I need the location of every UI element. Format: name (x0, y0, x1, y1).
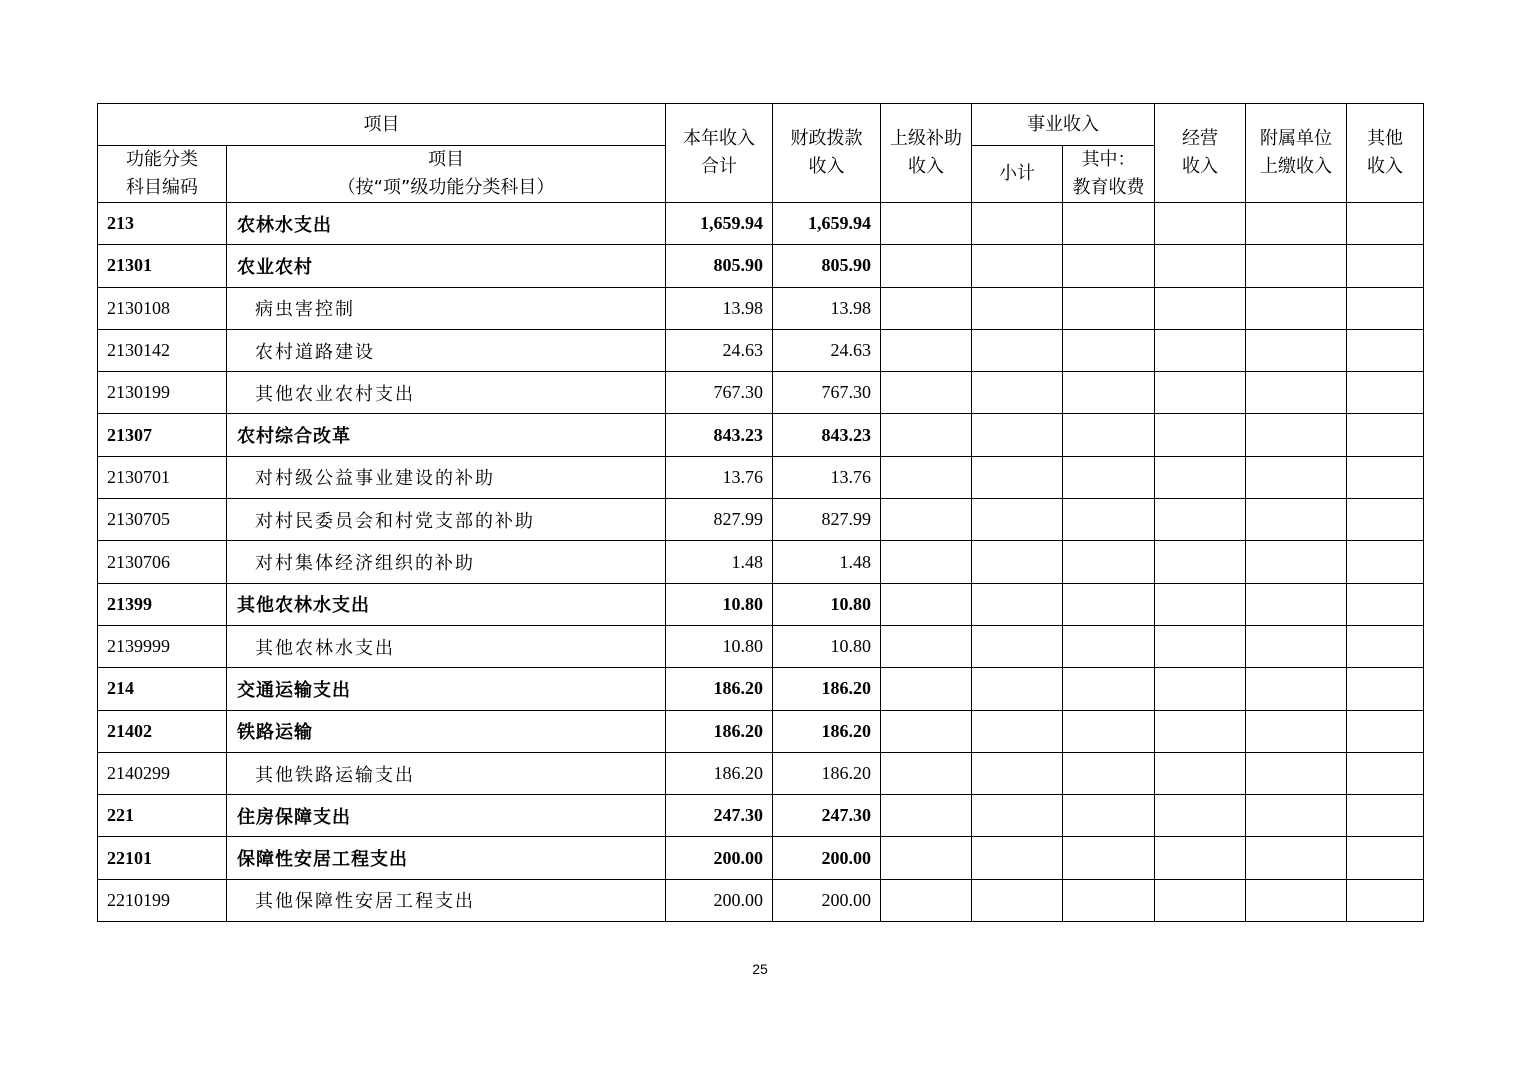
operating-income-cell (1155, 752, 1246, 794)
function-code-cell: 2130701 (98, 456, 227, 498)
total-income-cell: 13.76 (666, 456, 773, 498)
affiliated-income-cell (1246, 879, 1347, 921)
affiliated-income-cell (1246, 203, 1347, 245)
superior-subsidy-cell (881, 541, 972, 583)
other-income-cell (1347, 245, 1424, 287)
total-income-cell: 186.20 (666, 710, 773, 752)
affiliated-income-cell (1246, 837, 1347, 879)
fiscal-appropriation-cell: 827.99 (773, 499, 881, 541)
fiscal-appropriation-cell: 24.63 (773, 329, 881, 371)
total-income-cell: 843.23 (666, 414, 773, 456)
operating-income-cell (1155, 329, 1246, 371)
item-name-cell: 对村民委员会和村党支部的补助 (227, 499, 666, 541)
operating-income-cell (1155, 879, 1246, 921)
function-code-cell: 2130142 (98, 329, 227, 371)
superior-subsidy-cell (881, 245, 972, 287)
fiscal-appropriation-cell: 767.30 (773, 372, 881, 414)
table-row (98, 625, 1424, 667)
education-fee-cell (1063, 414, 1155, 456)
education-fee-cell (1063, 499, 1155, 541)
education-fee-cell (1063, 668, 1155, 710)
subtotal-cell (972, 499, 1063, 541)
fiscal-appropriation-cell: 13.76 (773, 456, 881, 498)
table-row (98, 456, 1424, 498)
function-code-cell: 213 (98, 203, 227, 245)
header-item: 项目 （按“项”级功能分类科目） (227, 146, 666, 203)
total-income-cell: 186.20 (666, 752, 773, 794)
operating-income-cell (1155, 583, 1246, 625)
function-code-cell: 21399 (98, 583, 227, 625)
education-fee-cell (1063, 752, 1155, 794)
operating-income-cell (1155, 668, 1246, 710)
education-fee-cell (1063, 203, 1155, 245)
item-name-cell: 其他农林水支出 (227, 625, 666, 667)
education-fee-cell (1063, 795, 1155, 837)
fiscal-appropriation-cell: 10.80 (773, 583, 881, 625)
function-code-cell: 22101 (98, 837, 227, 879)
subtotal-cell (972, 583, 1063, 625)
fiscal-appropriation-cell: 13.98 (773, 287, 881, 329)
affiliated-income-cell (1246, 710, 1347, 752)
operating-income-cell (1155, 837, 1246, 879)
education-fee-cell (1063, 456, 1155, 498)
total-income-cell: 24.63 (666, 329, 773, 371)
subtotal-cell (972, 752, 1063, 794)
item-name-cell: 农业农村 (227, 245, 666, 287)
superior-subsidy-cell (881, 668, 972, 710)
other-income-cell (1347, 287, 1424, 329)
superior-subsidy-cell (881, 879, 972, 921)
item-name-cell: 住房保障支出 (227, 795, 666, 837)
fiscal-appropriation-cell: 247.30 (773, 795, 881, 837)
operating-income-cell (1155, 710, 1246, 752)
education-fee-cell (1063, 625, 1155, 667)
subtotal-cell (972, 710, 1063, 752)
item-name-cell: 交通运输支出 (227, 668, 666, 710)
other-income-cell (1347, 499, 1424, 541)
subtotal-cell (972, 837, 1063, 879)
fiscal-appropriation-cell: 10.80 (773, 625, 881, 667)
affiliated-income-cell (1246, 329, 1347, 371)
item-name-cell: 铁路运输 (227, 710, 666, 752)
other-income-cell (1347, 625, 1424, 667)
total-income-cell: 767.30 (666, 372, 773, 414)
total-income-cell: 10.80 (666, 583, 773, 625)
education-fee-cell (1063, 710, 1155, 752)
function-code-cell: 2130706 (98, 541, 227, 583)
item-name-cell: 农林水支出 (227, 203, 666, 245)
item-name-cell: 病虫害控制 (227, 287, 666, 329)
superior-subsidy-cell (881, 625, 972, 667)
superior-subsidy-cell (881, 456, 972, 498)
function-code-cell: 21301 (98, 245, 227, 287)
function-code-cell: 2130705 (98, 499, 227, 541)
table-row (98, 541, 1424, 583)
function-code-cell: 2140299 (98, 752, 227, 794)
superior-subsidy-cell (881, 287, 972, 329)
table-row (98, 795, 1424, 837)
superior-subsidy-cell (881, 329, 972, 371)
total-income-cell: 186.20 (666, 668, 773, 710)
fiscal-appropriation-cell: 1,659.94 (773, 203, 881, 245)
item-name-cell: 对村集体经济组织的补助 (227, 541, 666, 583)
fiscal-appropriation-cell: 200.00 (773, 837, 881, 879)
fiscal-appropriation-cell: 186.20 (773, 710, 881, 752)
header-total-income: 本年收入 合计 (666, 104, 773, 203)
subtotal-cell (972, 203, 1063, 245)
affiliated-income-cell (1246, 287, 1347, 329)
total-income-cell: 805.90 (666, 245, 773, 287)
other-income-cell (1347, 837, 1424, 879)
superior-subsidy-cell (881, 795, 972, 837)
table-row (98, 245, 1424, 287)
affiliated-income-cell (1246, 795, 1347, 837)
superior-subsidy-cell (881, 710, 972, 752)
table-row (98, 287, 1424, 329)
other-income-cell (1347, 668, 1424, 710)
superior-subsidy-cell (881, 372, 972, 414)
education-fee-cell (1063, 879, 1155, 921)
superior-subsidy-cell (881, 837, 972, 879)
total-income-cell: 827.99 (666, 499, 773, 541)
operating-income-cell (1155, 287, 1246, 329)
superior-subsidy-cell (881, 203, 972, 245)
affiliated-income-cell (1246, 625, 1347, 667)
budget-income-table (97, 103, 1424, 922)
header-subtotal: 小计 (972, 146, 1063, 203)
item-name-cell: 其他保障性安居工程支出 (227, 879, 666, 921)
function-code-cell: 21307 (98, 414, 227, 456)
operating-income-cell (1155, 541, 1246, 583)
affiliated-income-cell (1246, 499, 1347, 541)
other-income-cell (1347, 879, 1424, 921)
header-business-income: 事业收入 (972, 104, 1155, 146)
other-income-cell (1347, 372, 1424, 414)
header-fiscal-appropriation: 财政拨款 收入 (773, 104, 881, 203)
subtotal-cell (972, 414, 1063, 456)
subtotal-cell (972, 456, 1063, 498)
function-code-cell: 2130199 (98, 372, 227, 414)
table-row (98, 837, 1424, 879)
header-education-fee: 其中： 教育收费 (1063, 146, 1155, 203)
function-code-cell: 214 (98, 668, 227, 710)
subtotal-cell (972, 795, 1063, 837)
other-income-cell (1347, 752, 1424, 794)
item-name-cell: 其他铁路运输支出 (227, 752, 666, 794)
operating-income-cell (1155, 795, 1246, 837)
operating-income-cell (1155, 414, 1246, 456)
other-income-cell (1347, 414, 1424, 456)
header-superior-subsidy: 上级补助 收入 (881, 104, 972, 203)
header-other-income: 其他 收入 (1347, 104, 1424, 203)
subtotal-cell (972, 879, 1063, 921)
affiliated-income-cell (1246, 456, 1347, 498)
education-fee-cell (1063, 245, 1155, 287)
affiliated-income-cell (1246, 245, 1347, 287)
total-income-cell: 200.00 (666, 879, 773, 921)
education-fee-cell (1063, 837, 1155, 879)
operating-income-cell (1155, 203, 1246, 245)
education-fee-cell (1063, 287, 1155, 329)
other-income-cell (1347, 541, 1424, 583)
affiliated-income-cell (1246, 414, 1347, 456)
affiliated-income-cell (1246, 541, 1347, 583)
superior-subsidy-cell (881, 499, 972, 541)
subtotal-cell (972, 329, 1063, 371)
header-function-code: 功能分类 科目编码 (98, 146, 227, 203)
other-income-cell (1347, 329, 1424, 371)
total-income-cell: 200.00 (666, 837, 773, 879)
fiscal-appropriation-cell: 186.20 (773, 752, 881, 794)
superior-subsidy-cell (881, 414, 972, 456)
subtotal-cell (972, 245, 1063, 287)
other-income-cell (1347, 456, 1424, 498)
item-name-cell: 农村综合改革 (227, 414, 666, 456)
item-name-cell: 保障性安居工程支出 (227, 837, 666, 879)
item-name-cell: 其他农业农村支出 (227, 372, 666, 414)
header-affiliated-income: 附属单位 上缴收入 (1246, 104, 1347, 203)
table-row (98, 668, 1424, 710)
subtotal-cell (972, 541, 1063, 583)
function-code-cell: 21402 (98, 710, 227, 752)
affiliated-income-cell (1246, 372, 1347, 414)
subtotal-cell (972, 287, 1063, 329)
table-row (98, 203, 1424, 245)
education-fee-cell (1063, 372, 1155, 414)
other-income-cell (1347, 795, 1424, 837)
other-income-cell (1347, 710, 1424, 752)
table-row (98, 710, 1424, 752)
operating-income-cell (1155, 499, 1246, 541)
total-income-cell: 10.80 (666, 625, 773, 667)
operating-income-cell (1155, 372, 1246, 414)
table-row (98, 499, 1424, 541)
page-number: 25 (752, 961, 768, 977)
affiliated-income-cell (1246, 668, 1347, 710)
other-income-cell (1347, 203, 1424, 245)
total-income-cell: 1.48 (666, 541, 773, 583)
function-code-cell: 2210199 (98, 879, 227, 921)
function-code-cell: 2139999 (98, 625, 227, 667)
subtotal-cell (972, 625, 1063, 667)
item-name-cell: 农村道路建设 (227, 329, 666, 371)
total-income-cell: 1,659.94 (666, 203, 773, 245)
function-code-cell: 221 (98, 795, 227, 837)
header-operating-income: 经营 收入 (1155, 104, 1246, 203)
table-row (98, 583, 1424, 625)
table-row (98, 329, 1424, 371)
superior-subsidy-cell (881, 752, 972, 794)
education-fee-cell (1063, 583, 1155, 625)
function-code-cell: 2130108 (98, 287, 227, 329)
table-row (98, 752, 1424, 794)
subtotal-cell (972, 372, 1063, 414)
fiscal-appropriation-cell: 843.23 (773, 414, 881, 456)
operating-income-cell (1155, 625, 1246, 667)
affiliated-income-cell (1246, 583, 1347, 625)
fiscal-appropriation-cell: 805.90 (773, 245, 881, 287)
total-income-cell: 247.30 (666, 795, 773, 837)
table-row (98, 879, 1424, 921)
header-project: 项目 (98, 104, 666, 146)
education-fee-cell (1063, 541, 1155, 583)
item-name-cell: 对村级公益事业建设的补助 (227, 456, 666, 498)
fiscal-appropriation-cell: 186.20 (773, 668, 881, 710)
fiscal-appropriation-cell: 1.48 (773, 541, 881, 583)
superior-subsidy-cell (881, 583, 972, 625)
other-income-cell (1347, 583, 1424, 625)
affiliated-income-cell (1246, 752, 1347, 794)
fiscal-appropriation-cell: 200.00 (773, 879, 881, 921)
item-name-cell: 其他农林水支出 (227, 583, 666, 625)
education-fee-cell (1063, 329, 1155, 371)
total-income-cell: 13.98 (666, 287, 773, 329)
operating-income-cell (1155, 456, 1246, 498)
operating-income-cell (1155, 245, 1246, 287)
table-row (98, 372, 1424, 414)
subtotal-cell (972, 668, 1063, 710)
table-row (98, 414, 1424, 456)
